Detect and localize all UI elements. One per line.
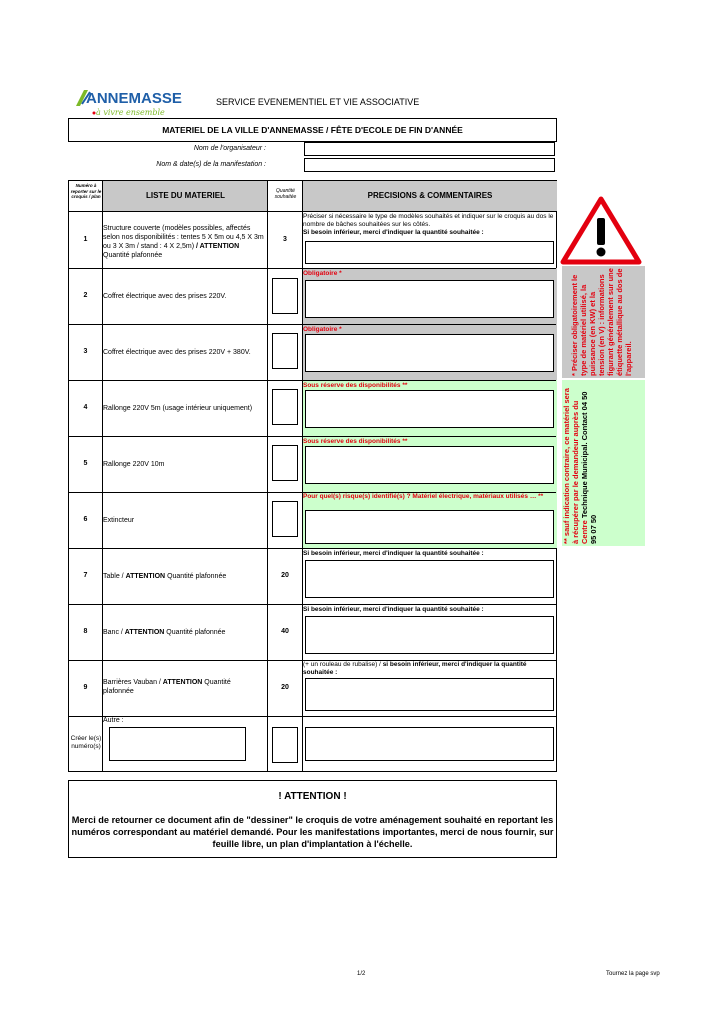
logo-tagline: à vivre ensemble [96,108,165,117]
col-list-header: LISTE DU MATERIEL [146,191,225,200]
row-8-comment-field[interactable] [305,616,554,654]
other-label: Autre : [103,717,124,724]
row-9-quantity: 20 [281,684,289,691]
row-1-description: Structure couverte (modèles possibles, affectés selon nos disponibilités : tentes 5 X 5m ou 4,5 X 3m ou 3 X 3m / stand : 4 X 2,5m) / ATTENTION Quantité plafonnée [103,225,264,259]
row-7-quantity: 20 [281,572,289,579]
event-field[interactable] [304,158,555,172]
event-label: Nom & date(s) de la manifestation : [156,161,266,168]
row-1-comment-field[interactable] [305,241,554,264]
row-2-quantity-field[interactable] [272,278,298,314]
row-6-quantity-field[interactable] [272,501,298,537]
material-table [68,180,557,772]
turn-page-note: Tournez la page svp [606,971,660,977]
row-6-comment-label: Pour quel(s) risque(s) identifié(s) ? Matériel électrique, matériaux utilisés … ** [303,493,544,500]
row-5-comment-label: Sous réserve des disponibilités ** [303,438,408,445]
row-7-comment-field[interactable] [305,560,554,598]
other-quantity-field[interactable] [272,727,298,763]
side-note-2: ** sauf indication contraire, ce matériel sera à récupérer par le demandeur auprès du Centre Technique Municipal. Contact 04 50 95 07 50 [562,388,598,544]
row-4-quantity-field[interactable] [272,389,298,425]
row-4-description: Rallonge 220V 5m (usage intérieur uniquement) [103,405,253,412]
organizer-field[interactable] [304,142,555,156]
row-2-comment-field[interactable] [305,280,554,318]
row-9-number: 9 [83,684,88,691]
row-5-number: 5 [83,460,88,467]
row-6-number: 6 [83,516,88,523]
row-8-description: Banc / ATTENTION Quantité plafonnée [103,629,226,636]
warning-icon [560,196,642,266]
form-title: MATERIEL DE LA VILLE D'ANNEMASSE / FÊTE D'ECOLE DE FIN D'ANNÉE [68,118,557,142]
row-4-number: 4 [83,404,88,411]
row-9-comment-label: (+ un rouleau de rubalise) / si besoin inférieur, merci d'indiquer la quantité souhaitée : [303,661,527,676]
row-7-comment-label: Si besoin inférieur, merci d'indiquer la quantité souhaitée : [303,550,484,557]
attention-box [68,780,557,858]
service-name: SERVICE EVENEMENTIEL ET VIE ASSOCIATIVE [216,97,420,107]
row-5-comment-field[interactable] [305,446,554,484]
side-note-grey [562,266,645,378]
row-2-comment-label: Obligatoire * [303,270,342,277]
side-note-green [562,380,645,546]
logo-text: ANNEMASSE [86,90,182,107]
row-1-comment-label: Préciser si nécessaire le type de modèles souhaités et indiquer sur le croquis au dos le nombre de bâches souhaitées sur les côtés. Si besoin inférieur, merci d'indiquer la quantité souhaitée : [303,213,554,236]
other-material-field[interactable] [109,727,246,761]
col-num-header: Numéro à reporter sur le croquis / plan [70,183,102,199]
row-9-description: Barrières Vauban / ATTENTION Quantité plafonnée [103,679,231,695]
row-6-comment-field[interactable] [305,510,554,544]
side-note-1: * Préciser obligatoirement le type de matériel utilisé, la puissance (en KW) et la tension (en V) : informations figurant généralement sur une étiquette métallique au dos de l'appareil. [570,268,633,376]
row-5-quantity-field[interactable] [272,445,298,481]
row-2-number: 2 [83,292,88,299]
row-3-number: 3 [83,348,88,355]
row-3-comment-field[interactable] [305,334,554,372]
row-8-quantity: 40 [281,628,289,635]
row-8-number: 8 [83,628,88,635]
row-3-description: Coffret électrique avec des prises 220V + 380V. [103,349,251,356]
row-4-comment-field[interactable] [305,390,554,428]
row-7-number: 7 [83,572,88,579]
other-number-label: Créer le(s) numéro(s) [70,735,102,750]
row-1-number: 1 [83,236,88,243]
annemasse-logo [72,86,182,120]
row-3-quantity-field[interactable] [272,333,298,369]
attention-title: ! ATTENTION ! [278,791,347,802]
row-9-comment-field[interactable] [305,678,554,711]
page-number: 1/2 [357,971,366,977]
row-3-comment-label: Obligatoire * [303,326,342,333]
row-1-quantity: 3 [283,236,287,243]
attention-text: Merci de retourner ce document afin de "dessiner" le croquis de votre aménagement souhaité en reportant les numéros correspondant au matériel demandé. Pour les manifestations importantes, merci de nous fournir, sur feuille libre, un plan d'implantation à l'échelle. [71,815,554,849]
organizer-label: Nom de l'organisateur : [193,145,266,152]
row-7-description: Table / ATTENTION Quantité plafonnée [103,573,227,580]
other-comment-field[interactable] [305,727,554,761]
col-comments-header: PRECISIONS & COMMENTAIRES [367,191,493,200]
row-4-comment-label: Sous réserve des disponibilités ** [303,382,408,389]
row-5-description: Rallonge 220V 10m [103,461,165,468]
row-8-comment-label: Si besoin inférieur, merci d'indiquer la quantité souhaitée : [303,606,484,613]
col-qty-header: Quantité souhaitée [274,188,297,200]
row-6-description: Extincteur [103,517,135,524]
row-2-description: Coffret électrique avec des prises 220V. [103,293,227,300]
